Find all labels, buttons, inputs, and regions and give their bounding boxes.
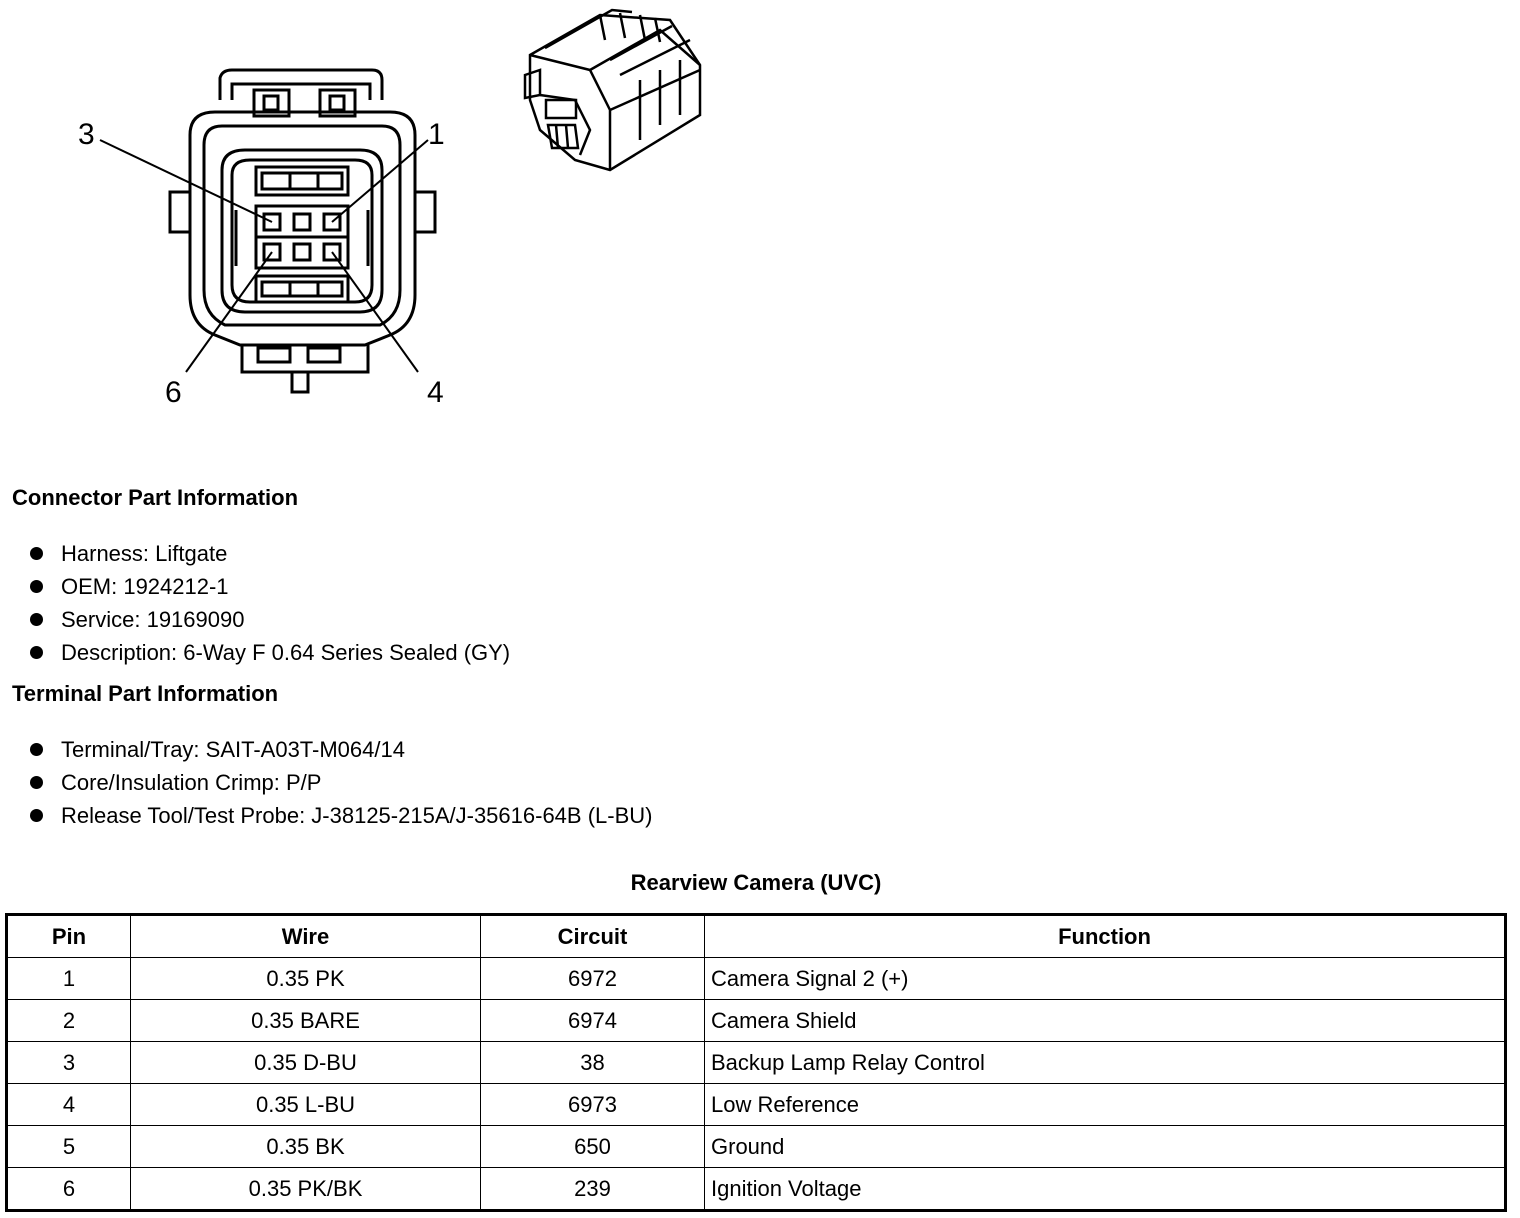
cell-wire: 0.35 PK/BK: [131, 1168, 481, 1211]
list-item: [30, 603, 510, 636]
list-item: [30, 733, 652, 766]
cell-pin: 5: [7, 1126, 131, 1168]
list-item: [30, 570, 510, 603]
bullet-icon: [30, 646, 43, 659]
cell-pin: 4: [7, 1084, 131, 1126]
terminal-info-heading: Terminal Part Information: [12, 681, 279, 706]
list-item-text: OEM: 1924212-1: [61, 574, 229, 599]
list-item-text: Description: 6-Way F 0.64 Series Sealed (GY): [61, 640, 511, 665]
header-circuit: Circuit: [481, 915, 705, 958]
list-item: [30, 537, 510, 570]
cell-circuit: 6973: [481, 1084, 705, 1126]
cell-circuit: 38: [481, 1042, 705, 1084]
table-row: [7, 1042, 1506, 1084]
cell-pin: 3: [7, 1042, 131, 1084]
cell-wire: 0.35 L-BU: [131, 1084, 481, 1126]
table-row: [7, 1168, 1506, 1211]
connector-face-view: [170, 70, 435, 392]
list-item-text: Terminal/Tray: SAIT-A03T-M064/14: [61, 737, 405, 762]
list-item-text: Release Tool/Test Probe: J-38125-215A/J-35616-64B (L-BU): [61, 803, 653, 828]
header-wire: Wire: [131, 915, 481, 958]
list-item-text: Core/Insulation Crimp: P/P: [61, 770, 322, 795]
connector-diagram: [0, 0, 760, 420]
bullet-icon: [30, 743, 43, 756]
connector-info-list: [30, 537, 510, 669]
list-item-text: Service: 19169090: [61, 607, 245, 632]
connector-3d-view: [525, 10, 700, 170]
list-item: [30, 766, 652, 799]
table-row: [7, 1084, 1506, 1126]
table-header-row: [7, 915, 1506, 958]
bullet-icon: [30, 613, 43, 626]
callout-pin-1: 1: [428, 118, 445, 151]
bullet-icon: [30, 809, 43, 822]
cell-function: Camera Shield: [705, 1000, 1506, 1042]
cell-circuit: 650: [481, 1126, 705, 1168]
table-row: [7, 1126, 1506, 1168]
table-row: [7, 958, 1506, 1000]
connector-info-heading: Connector Part Information: [12, 485, 299, 510]
bullet-icon: [30, 776, 43, 789]
callout-pin-6: 6: [165, 376, 182, 409]
cell-function: Ground: [705, 1126, 1506, 1168]
cell-wire: 0.35 D-BU: [131, 1042, 481, 1084]
terminal-info-list: [30, 733, 652, 832]
cell-wire: 0.35 BK: [131, 1126, 481, 1168]
cell-circuit: 239: [481, 1168, 705, 1211]
list-item-text: Harness: Liftgate: [61, 541, 228, 566]
cell-pin: 2: [7, 1000, 131, 1042]
cell-pin: 1: [7, 958, 131, 1000]
list-item: [30, 636, 510, 669]
cell-function: Ignition Voltage: [705, 1168, 1506, 1211]
cell-circuit: 6972: [481, 958, 705, 1000]
bullet-icon: [30, 547, 43, 560]
table-title: Rearview Camera (UVC): [630, 870, 882, 895]
callout-pin-4: 4: [427, 376, 444, 409]
list-item: [30, 799, 652, 832]
header-function: Function: [705, 915, 1506, 958]
cell-wire: 0.35 PK: [131, 958, 481, 1000]
cell-wire: 0.35 BARE: [131, 1000, 481, 1042]
bullet-icon: [30, 580, 43, 593]
cell-circuit: 6974: [481, 1000, 705, 1042]
cell-function: Low Reference: [705, 1084, 1506, 1126]
cell-pin: 6: [7, 1168, 131, 1211]
cell-function: Backup Lamp Relay Control: [705, 1042, 1506, 1084]
callout-pin-3: 3: [78, 118, 95, 151]
pinout-table: [5, 913, 1507, 1212]
cell-function: Camera Signal 2 (+): [705, 958, 1506, 1000]
table-row: [7, 1000, 1506, 1042]
header-pin: Pin: [7, 915, 131, 958]
